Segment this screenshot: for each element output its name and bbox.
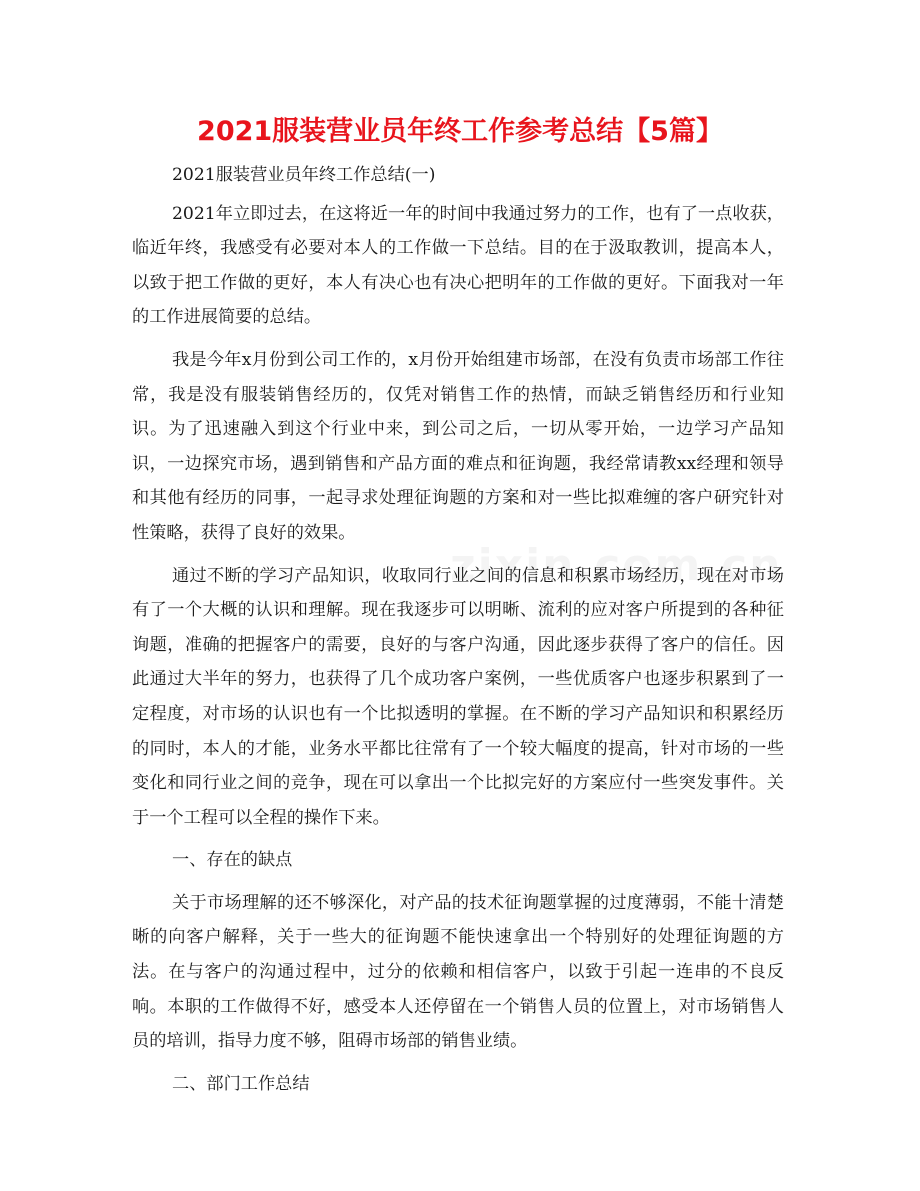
paragraph-1: 2021年立即过去，在这将近一年的时间中我通过努力的工作，也有了一点收获，临近年终，我感受有必要对本人的工作做一下总结。目的在于汲取教训，提高本人，以致于把工作做的更好，本人有决心也有决心把明年的工作做的更好。下面我对一年的工作进展简要的总结。 — [132, 203, 784, 328]
section-heading-shortcomings: 一、存在的缺点 — [172, 850, 293, 871]
section-heading-department-summary: 二、部门工作总结 — [172, 1073, 310, 1094]
document-subtitle: 2021服装营业员年终工作总结(一) — [172, 165, 436, 185]
paragraph-2: 我是今年x月份到公司工作的，x月份开始组建市场部，在没有负责市场部工作往常，我是没有服装销售经历的，仅凭对销售工作的热情，而缺乏销售经历和行业知识。为了迅速融入到这个行业中来，到公司之后，一切从零开始，一边学习产品知识，一边探究市场，遇到销售和产品方面的难点和征询题，我经常请教xx经理和领导和其他有经历的同事，一起寻求处理征询题的方案和对一些比拟难缠的客户研究针对性策略，获得了良好的效果。 — [132, 349, 784, 543]
paragraph-3: 通过不断的学习产品知识，收取同行业之间的信息和积累市场经历，现在对市场有了一个大概的认识和理解。现在我逐步可以明晰、流利的应对客户所提到的各种征询题，准确的把握客户的需要，良好的与客户沟通，因此逐步获得了客户的信任。因此通过大半年的努力，也获得了几个成功客户案例，一些优质客户也逐步积累到了一定程度，对市场的认识也有一个比拟透明的掌握。在不断的学习产品知识和积累经历的同时，本人的才能，业务水平都比往常有了一个较大幅度的提高，针对市场的一些变化和同行业之间的竞争，现在可以拿出一个比拟完好的方案应付一些突发事件。关于一个工程可以全程的操作下来。 — [132, 565, 784, 828]
document-body — [132, 158, 784, 1109]
document-title: 2021服装营业员年终工作参考总结【5篇】 — [197, 116, 723, 147]
paragraph-shortcomings: 关于市场理解的还不够深化，对产品的技术征询题掌握的过度薄弱，不能十清楚晰的向客户解释，关于一些大的征询题不能快速拿出一个特别好的处理征询题的方法。在与客户的沟通过程中，过分的依赖和相信客户，以致于引起一连串的不良反响。本职的工作做得不好，感受本人还停留在一个销售人员的位置上，对市场销售人员的培训，指导力度不够，阻碍市场部的销售业绩。 — [132, 892, 784, 1052]
